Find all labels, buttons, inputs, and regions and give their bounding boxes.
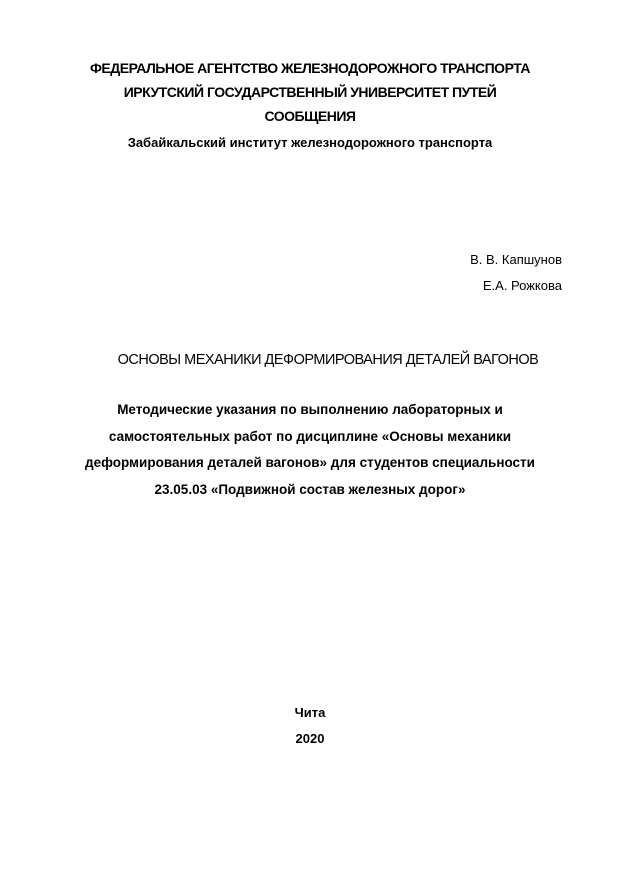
document-title: ОСНОВЫ МЕХАНИКИ ДЕФОРМИРОВАНИЯ ДЕТАЛЕЙ ВАГОНОВ (117, 352, 539, 368)
description-line: Методические указания по выполнению лабораторных и (117, 402, 503, 417)
description-line: 23.05.03 «Подвижной состав железных дорог» (154, 482, 466, 497)
description-line: самостоятельных работ по дисциплине «Основы механики (108, 429, 512, 444)
author-2: Е.А. Рожкова (482, 278, 562, 293)
description-line: деформирования деталей вагонов» для студентов специальности (85, 455, 535, 470)
agency-name: ФЕДЕРАЛЬНОЕ АГЕНТСТВО ЖЕЛЕЗНОДОРОЖНОГО ТРАНСПОРТА (89, 60, 531, 76)
city: Чита (294, 705, 326, 720)
university-name-cont: СООБЩЕНИЯ (264, 108, 356, 124)
author-1: В. В. Капшунов (470, 252, 562, 267)
university-name: ИРКУТСКИЙ ГОСУДАРСТВЕННЫЙ УНИВЕРСИТЕТ ПУТЕЙ (123, 84, 497, 100)
institute-name: Забайкальский институт железнодорожного транспорта (127, 135, 493, 150)
year: 2020 (295, 731, 325, 746)
